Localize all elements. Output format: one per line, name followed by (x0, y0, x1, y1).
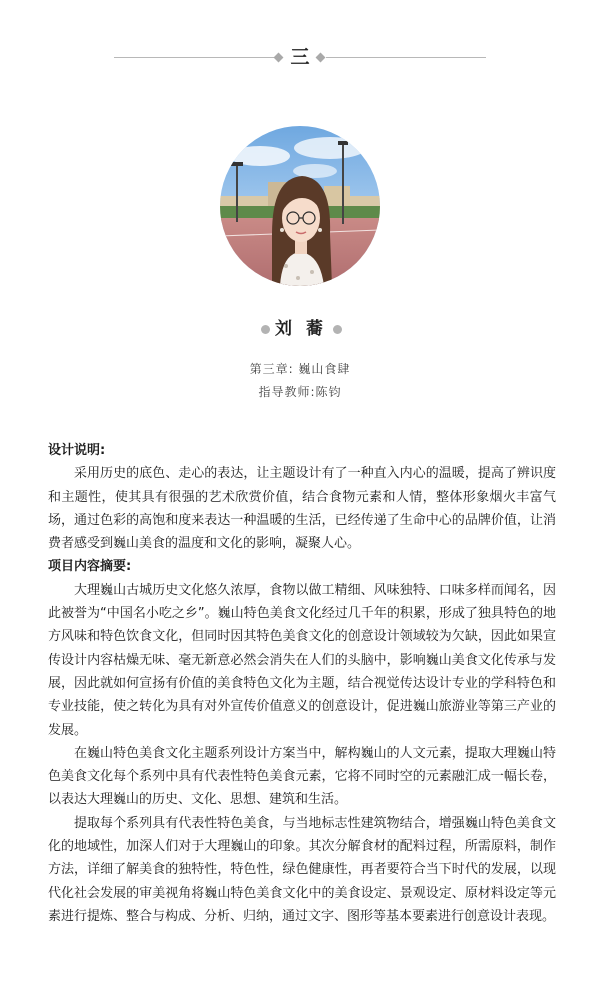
summary-heading: 项目内容摘要: (48, 559, 132, 575)
divider-line-left (114, 57, 274, 58)
dot-ornament-right (333, 325, 342, 334)
dot-ornament-left (261, 325, 270, 334)
section-numeral: 三 (290, 46, 310, 68)
summary-paragraph: 在巍山特色美食文化主题系列设计方案当中，解构巍山的人文元素，提取大理巍山特色美食文化每个系列中具有代表性特色美食元素，它将不同时空的元素融汇成一幅长卷，以表达大理巍山的历史、文化、思想、建筑和生活。 (48, 745, 556, 808)
summary-paragraph: 提取每个系列具有代表性特色美食，与当地标志性建筑物结合，增强巍山特色美食文化的地域性，加深人们对于大理巍山的印象。其次分解食材的配料过程，所需原料，制作方法，详细了解美食的独特性，特色性，绿色健康性，再者要符合当下时代的发展，以现代化社会发展的审美视角将巍山特色美食文化中的美食设定、景观设定、原材料设定等元素进行提炼、整合与构成、分析、归纳，通过文字、图形等基本要素进行创意设计表现。 (48, 815, 556, 924)
article-body (48, 439, 556, 928)
student-name: 刘 蕎 (275, 319, 327, 339)
diamond-ornament-left (274, 53, 284, 63)
name-row (0, 318, 600, 340)
avatar-photo (220, 126, 380, 286)
design-heading: 设计说明: (48, 443, 106, 458)
portrait-illustration (220, 126, 380, 286)
section-header (0, 44, 600, 72)
divider-line-right (326, 57, 486, 58)
summary-paragraph: 大理巍山古城历史文化悠久浓厚，食物以做工精细、风味独特、口味多样而闻名，因此被誉为“中国名小吃之乡”。巍山特色美食文化经过几千年的积累，形成了独具特色的地方风味和特色饮食文化，但同时因其特色美食文化的创意设计领域较为欠缺，因此如果宣传设计内容枯燥无味、毫无新意必然会消失在人们的头脑中，影响巍山美食文化传承与发展，因此就如何宣扬有价值的美食特色文化为主题，结合视觉传达设计专业的学科特色和专业技能，使之转化为具有对外宣传价值意义的创意设计，促进巍山旅游业等第三产业的发展。 (48, 582, 556, 738)
chapter-title: 第三章: 巍山食肆 (249, 362, 351, 376)
design-paragraph: 采用历史的底色、走心的表达，让主题设计有了一种直入内心的温暖，提高了辨识度和主题性，使其具有很强的艺术欣赏价值，结合食物元素和人情，整体形象烟火丰富气场，通过色彩的高饱和度来表达一种温暖的生活，已经传递了生命中心的品牌价值，让消费者感受到巍山美食的温度和文化的影响，凝聚人心。 (48, 466, 556, 552)
advisor-line: 指导教师:陈钧 (258, 385, 342, 399)
diamond-ornament-right (316, 53, 326, 63)
